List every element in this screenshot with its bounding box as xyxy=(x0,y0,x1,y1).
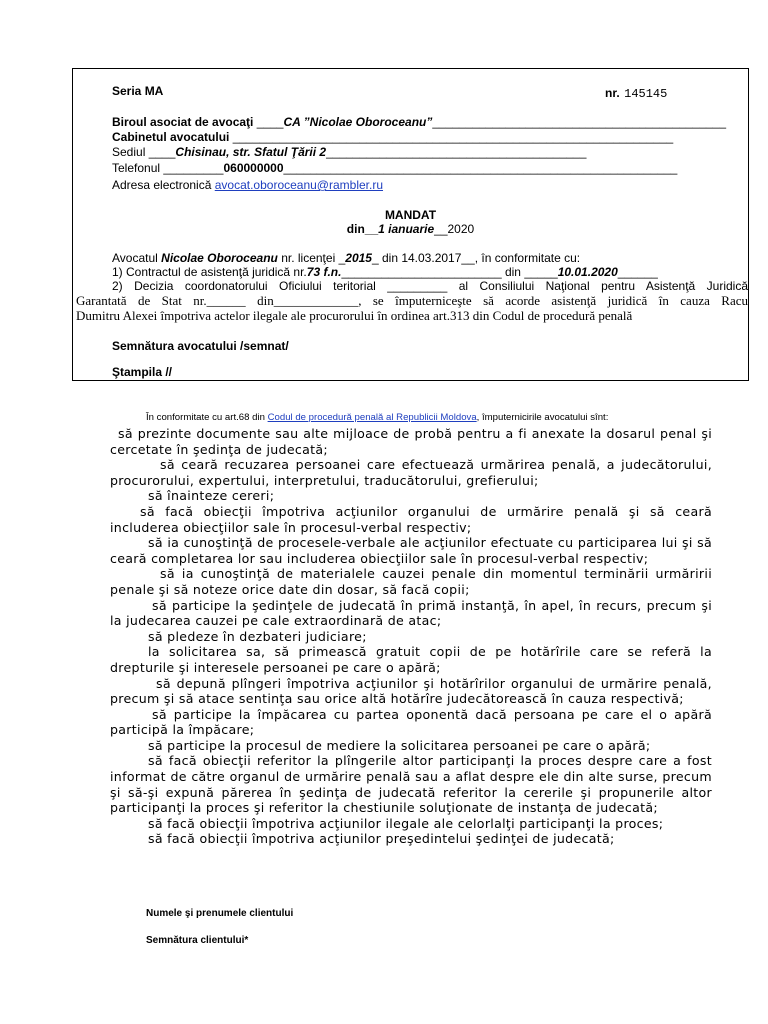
mandate-frame xyxy=(72,68,749,381)
power-item: să ceară recuzarea persoanei care efectuează urmărirea penală, a judecătorului, procurorului, expertului, interpretului, traducătorului, grefierului; xyxy=(110,457,712,488)
office-address-line: Sediul ____Chisinau, str. Sfatul Ţării 2_______________________________________ xyxy=(112,145,587,159)
power-item: să prezinte documente sau alte mijloace de probă pentru a fi anexate la dosarul penal şi cercetate în şedinţa de judecată; xyxy=(110,426,712,457)
lawyer-signature-label: Semnătura avocatului /semnat/ xyxy=(112,339,289,353)
power-item: să pledeze în dezbateri judiciare; xyxy=(148,628,367,644)
powers-list xyxy=(110,426,712,847)
lawyer-line: Avocatul Nicolae Oboroceanu nr. licenţei _2015_ din 14.03.2017__, în conformitate cu: xyxy=(112,251,581,265)
client-name-label: Numele şi prenumele clientului xyxy=(146,908,294,919)
contract-line: 1) Contractul de asistenţă juridică nr.73 f.n.________________________ din _____10.01.2020______ xyxy=(112,265,658,279)
power-item: să participe la procesul de mediere la solicitarea persoanei pe care o apără; xyxy=(148,737,651,753)
power-item: să facă obiecţii împotriva acţiunilor ilegale ale celorlalţi participanţi la proces; xyxy=(148,815,664,831)
client-signature-label: Semnătura clientului* xyxy=(146,935,249,946)
mandate-number: nr. 145145 xyxy=(605,86,668,101)
power-item: să participe la împăcarea cu partea oponentă dacă persoana pe care el o apără participă la împăcare; xyxy=(110,706,712,738)
power-item: să ia cunoştinţă de procesele-verbale ale acţiunilor efectuate cu participarea lui şi să ceară completarea lor sau includerea obiecţiilor sale în procesul-verbal respectiv; xyxy=(110,535,712,566)
powers-intro: În conformitate cu art.68 din Codul de procedură penală al Republicii Moldova, împuternicirile avocatului sînt: xyxy=(146,412,609,423)
cabinet-line: Cabinetul avocatului __________________________________________________________________ xyxy=(112,130,674,144)
power-item: să facă obiecţii împotriva acţiunilor organului de urmărire penală şi să ceară includerea obiecţiilor sale în procesul-verbal respectiv; xyxy=(110,503,712,535)
decision-line-1: 2) Decizia coordonatorului Oficiului teritorial _________ al Consiliului Naţional pentru Asistenţă Juridică xyxy=(112,279,748,293)
series-label: Seria MA xyxy=(112,84,164,98)
mandate-title: MANDAT xyxy=(384,208,437,222)
power-item: să facă obiecţii împotriva acţiunilor preşedintelui şedinţei de judecată; xyxy=(148,831,615,847)
law-office-line: Biroul asociat de avocaţi ____CA ”Nicolae Oboroceanu”____________________________________________ xyxy=(112,115,727,129)
email-line: Adresa electronică avocat.oboroceanu@rambler.ru xyxy=(112,178,384,192)
mandate-date: din__1 ianuarie__2020 xyxy=(346,222,475,236)
decision-line-3: Dumitru Alexei împotriva actelor ilegale ale procurorului în ordinea art.313 din Codul de procedură penală xyxy=(76,308,633,323)
code-link[interactable]: Codul de procedură penală al Republicii Moldova xyxy=(267,412,477,423)
power-item: să înainteze cereri; xyxy=(148,488,275,504)
power-item: să depună plîngeri împotriva acţiunilor şi hotărîrilor organului de urmărire penală, precum şi să atace sentinţa sau orice altă hotărîre judecătorească în cauza respectivă; xyxy=(110,675,712,707)
stamp-label: Ştampila // xyxy=(112,365,173,379)
phone-line: Telefonul _________060000000___________________________________________________________ xyxy=(112,161,678,175)
email-link[interactable]: avocat.oboroceanu@rambler.ru xyxy=(214,178,384,192)
power-item: să ia cunoştinţă de materialele cauzei penale din momentul terminării urmăririi penale şi să noteze orice date din dosar, să facă copii; xyxy=(110,566,712,597)
power-item: să participe la şedinţele de judecată în primă instanţă, în apel, în recurs, precum şi la judecarea cauzei pe cale extraordinară de atac; xyxy=(110,597,712,629)
decision-line-2: Garantată de Stat nr.______ din_____________, se împuterniceşte să acorde asistenţă juridică în cauza Racu xyxy=(76,293,748,308)
power-item: să facă obiecţii referitor la plîngerile altor participanţi la proces despre care a fost informat de către organul de urmărire penală sau a aflat despre ele din alte surse, precum şi să-şi expună părerea în şedinţa de judecată referitor la cererile şi propunerile altor participanţi la proces şi referitor la chestiunile soluţionate de instanţa de judecată; xyxy=(110,753,712,816)
power-item: la solicitarea sa, să primească gratuit copii de pe hotărîrile care se referă la drepturile şi interesele persoanei pe care o apără; xyxy=(110,644,712,675)
